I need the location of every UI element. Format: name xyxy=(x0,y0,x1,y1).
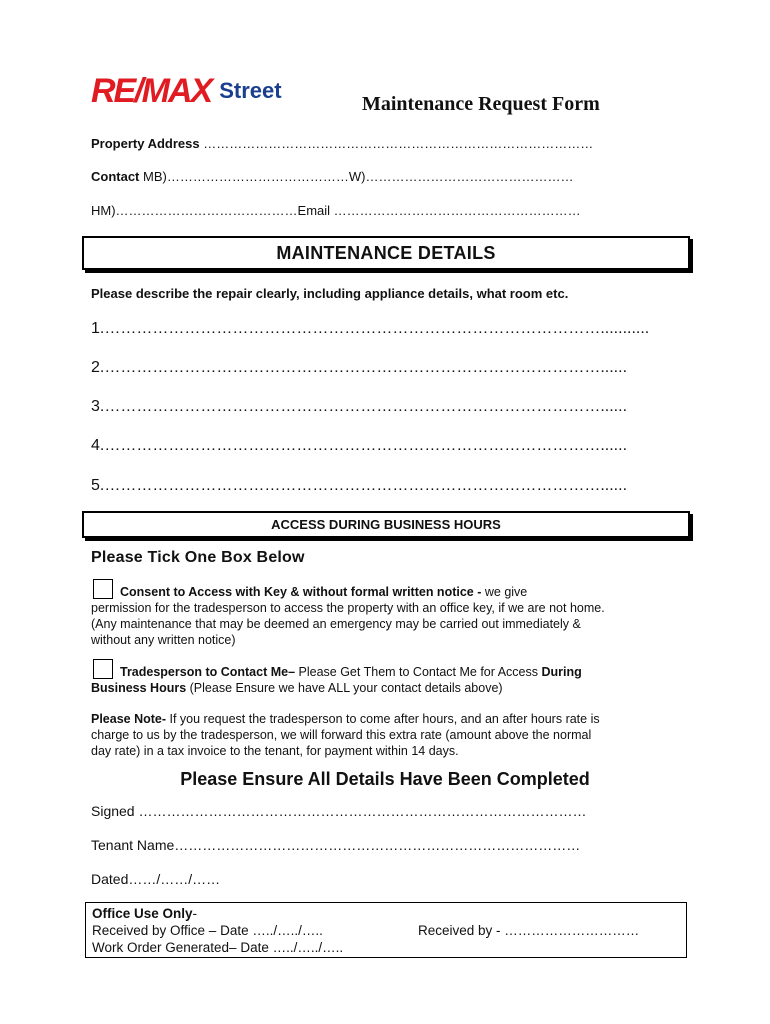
contact-mb-w: MB)……………………………………W)………………………………………… xyxy=(143,169,574,184)
option2-rest: Please Get Them to Contact Me for Access xyxy=(295,665,542,679)
completion-heading: Please Ensure All Details Have Been Completed xyxy=(180,769,590,789)
repair-instruction: Please describe the repair clearly, including appliance details, what room etc. xyxy=(91,286,569,301)
access-heading: ACCESS DURING BUSINESS HOURS xyxy=(82,511,690,538)
tick-prompt: Please Tick One Box Below xyxy=(91,549,305,566)
form-title: Maintenance Request Form xyxy=(362,93,600,115)
signed-field[interactable]: Signed …………………………………………………………………………………… xyxy=(91,803,587,819)
note-line2: charge to us by the tradesperson, we will forward this extra rate (amount above the normal xyxy=(91,728,592,742)
repair-line-1[interactable]: 1.…………………………………………………………………………………........... xyxy=(91,320,650,337)
received-office-date: Received by Office – Date …../…../….. xyxy=(92,923,323,938)
repair-line-3[interactable]: 3.…………………………………………………………………………………...... xyxy=(91,398,628,415)
note-line3: day rate) in a tax invoice to the tenant, for payment within 14 days. xyxy=(91,744,459,758)
work-order-date: Work Order Generated– Date …../…../….. xyxy=(92,940,344,955)
option1-rest: we give xyxy=(481,585,528,599)
option2-bold: Tradesperson to Contact Me– xyxy=(120,665,296,679)
hm-email-text: HM)……………………………………Email ………………………………………………… xyxy=(91,203,581,218)
note-label: Please Note- xyxy=(91,712,167,726)
remax-logo xyxy=(91,72,303,110)
option1-bold: Consent to Access with Key & without formal written notice - xyxy=(120,585,482,599)
received-by: Received by - ………………………… xyxy=(418,923,640,938)
tenant-name-field[interactable]: Tenant Name…………………………………………………………………………… xyxy=(91,837,581,853)
note-line1: If you request the tradesperson to come after hours, and an after hours rate is xyxy=(166,712,600,726)
after-hours-note xyxy=(91,711,691,759)
repair-line-4[interactable]: 4.…………………………………………………………………………………...... xyxy=(91,437,628,454)
property-address-dots: ……………………………………………………………………………… xyxy=(203,136,594,151)
office-use-title: Office Use Only xyxy=(92,906,193,921)
repair-line-2[interactable]: 2.…………………………………………………………………………………...... xyxy=(91,359,628,376)
option2-line2-bold: Business Hours xyxy=(91,681,187,695)
contact-field[interactable] xyxy=(91,169,573,185)
hm-email-field[interactable] xyxy=(91,203,581,219)
option2-bold2: During xyxy=(541,665,582,679)
logo-brand: RE/MAX xyxy=(91,72,212,110)
option1-line4: without any written notice) xyxy=(91,633,236,647)
option1-line3: (Any maintenance that may be deemed an emergency may be carried out immediately & xyxy=(91,617,581,631)
option-tradesperson-contact xyxy=(91,664,691,696)
option-consent-key xyxy=(91,584,691,648)
option1-line2: permission for the tradesperson to access the property with an office key, if we are not home. xyxy=(91,601,605,615)
office-use-box xyxy=(85,902,687,958)
repair-line-5[interactable]: 5.…………………………………………………………………………………...... xyxy=(91,477,628,494)
office-use-title-suffix: - xyxy=(192,906,198,921)
dated-field[interactable]: Dated……/……/…… xyxy=(91,871,221,887)
contact-label: Contact xyxy=(91,169,140,184)
logo-suffix: Street xyxy=(219,78,282,103)
property-address-label: Property Address xyxy=(91,136,200,151)
option2-line2-rest: (Please Ensure we have ALL your contact details above) xyxy=(186,681,503,695)
maintenance-details-heading: MAINTENANCE DETAILS xyxy=(82,236,690,270)
property-address-field[interactable] xyxy=(91,136,593,152)
